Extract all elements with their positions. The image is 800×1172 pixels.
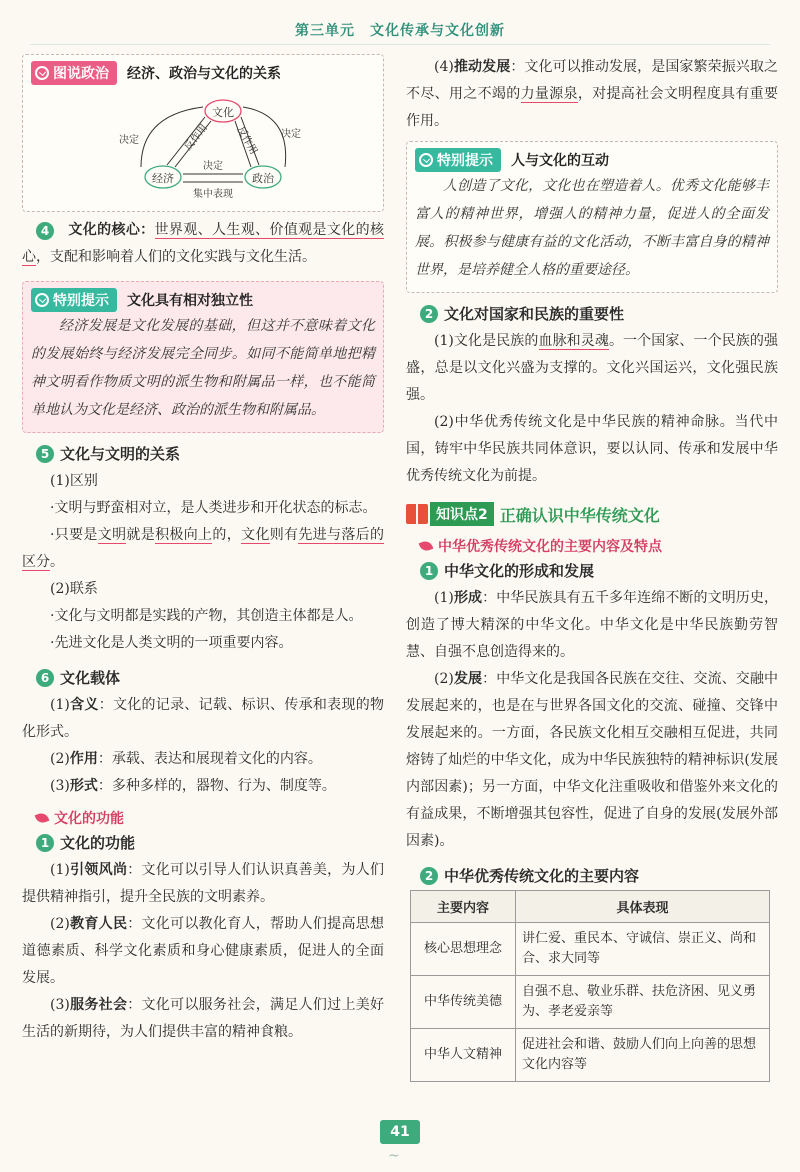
tip-badge: 特别提示 <box>31 288 117 312</box>
importance-p1: (1)文化是民族的血脉和灵魂。一个国家、一个民族的强盛，总是以文化兴盛为支撑的。文化兴国运兴，文化强民族强。 <box>406 333 778 403</box>
table-header: 具体表现 <box>516 891 770 923</box>
relation-diagram <box>111 85 361 203</box>
function-1: (1)引领风尚：文化可以引导人们认识真善美，为人们提供精神指引，提升全民族的文明素养。 <box>22 862 385 905</box>
label-concentrate: 集中表现 <box>193 189 233 200</box>
check-circle-icon <box>419 153 433 167</box>
function-4: (4)推动发展：文化可以推动发展，是国家繁荣振兴取之不尽、用之不竭的力量源泉，对提高社会文明程度具有重要作用。 <box>406 59 779 129</box>
knowledge-point-tag: 知识点2 <box>430 502 494 526</box>
header-divider <box>30 44 770 45</box>
leaf-icon <box>419 539 434 553</box>
book-icon <box>406 504 428 524</box>
s5-sub1: (1)区别 <box>50 473 98 489</box>
function-heading: 文化的功能 <box>36 808 384 828</box>
table-cell: 自强不息、敬业乐群、扶危济困、见义勇为、孝老爱亲等 <box>516 976 770 1029</box>
s5-sub2: (2)联系 <box>50 581 98 597</box>
label-react-left: 反作用 <box>182 122 210 153</box>
content-title: 2 中华优秀传统文化的主要内容 <box>420 865 778 886</box>
function-2: (2)教育人民：文化可以教化育人，帮助人们提高思想道德素质、科学文化素质和身心健康素质，促进人的全面发展。 <box>22 916 385 986</box>
formation-p2: (2)发展：中华文化是我国各民族在交往、交流、交融中发展起来的，也是在与世界各国文化的交流、碰撞、交锋中发展起来的。一方面，各民族文化相互交融相互促进，共同熔铸了灿烂的中华文化，成为中华民族独特的精神标识(发展内部因素)；另一方面，中华文化注重吸收和借鉴外来文化的有益成果，不断增强其包容性，促进了自身的发展(发展外部因素)。 <box>406 671 778 849</box>
function-3: (3)服务社会：文化可以服务社会，满足人们过上美好生活的新期待，为人们提供丰富的精神食粮。 <box>22 997 385 1040</box>
s6-line3: (3)形式：多种多样的，器物、行为、制度等。 <box>50 778 336 794</box>
figure-badge: 图说政治 <box>31 61 117 85</box>
bird-icon: ~ <box>388 1148 400 1164</box>
table-row <box>411 1029 770 1082</box>
tip-badge: 特别提示 <box>415 148 501 172</box>
s5-bullet3: ·文化与文明都是实践的产物，其创造主体都是人。 <box>50 608 363 624</box>
tip-box-interaction <box>406 141 778 293</box>
tip-title: 人与文化的互动 <box>511 153 609 169</box>
s5-bullet4: ·先进文化是人类文明的一项重要内容。 <box>50 635 293 651</box>
s6-line2: (2)作用：承载、表达和展现着文化的内容。 <box>50 751 322 767</box>
importance-p2: (2)中华优秀传统文化是中华民族的精神命脉。当代中国，铸牢中华民族共同体意识，要以认同、传承和发展中华优秀传统文化为前提。 <box>406 414 778 484</box>
knowledge-point-title: 正确认识中华传统文化 <box>499 505 660 525</box>
knowledge-point-header <box>406 502 778 526</box>
check-circle-icon <box>35 66 49 80</box>
label-react-right: 反作用 <box>234 125 259 157</box>
node-culture: 文化 <box>212 106 234 119</box>
tip-text: 经济发展是文化发展的基础，但这并不意味着文化的发展始终与经济发展完全同步。如同不能简单地把精神文明看作物质文明的派生物和附属品一样，也不能简单地认为文化是经济、政治的派生物和附属品。 <box>31 318 375 418</box>
formation-p1: (1)形成：中华民族具有五千多年连绵不断的文明历史，创造了博大精深的中华文化。中华文化是中华民族勤劳智慧、自强不息创造得来的。 <box>406 590 778 660</box>
relation-diagram-svg <box>111 85 361 203</box>
s6-line1: (1)含义：文化的记录、记载、标识、传承和表现的物化形式。 <box>22 697 385 740</box>
tip-box-independence <box>22 281 384 433</box>
tip-title: 文化具有相对独立性 <box>127 293 253 309</box>
figure-box <box>22 54 384 212</box>
table-row <box>411 923 770 976</box>
tip-text: 人创造了文化，文化也在塑造着人。优秀文化能够丰富人的精神世界，增强人的精神力量，促进人的全面发展。积极参与健康有益的文化活动，不断丰富自身的精神世界，是培养健全人格的重要途径。 <box>415 178 769 278</box>
section-4-text: 文化的核心：世界观、人生观、价值观是文化的核心，支配和影响着人们的文化实践与文化生活。 <box>22 222 385 265</box>
page-header <box>0 0 800 48</box>
node-politics: 政治 <box>252 172 274 185</box>
leaf-icon <box>35 811 50 825</box>
table-cell: 促进社会和谐、鼓励人们向上向善的思想文化内容等 <box>516 1029 770 1082</box>
number-badge: 4 <box>36 222 54 240</box>
section-6-title: 6 文化载体 <box>36 667 384 688</box>
function-subtitle: 1 文化的功能 <box>36 832 384 853</box>
section-5-title: 5 文化与文明的关系 <box>36 443 384 464</box>
s5-bullet2: ·只要是文明就是积极向上的，文化则有先进与落后的区分。 <box>22 527 384 570</box>
importance-title: 2 文化对国家和民族的重要性 <box>420 303 778 324</box>
s5-bullet1: ·文明与野蛮相对立，是人类进步和开化状态的标志。 <box>50 500 377 516</box>
content-table <box>410 890 770 1082</box>
label-decide-right: 决定 <box>281 129 301 140</box>
content-heading: 中华优秀传统文化的主要内容及特点 <box>420 536 778 556</box>
formation-title: 1 中华文化的形成和发展 <box>420 560 778 581</box>
table-cell: 核心思想理念 <box>411 923 516 976</box>
check-circle-icon <box>35 293 49 307</box>
figure-title: 经济、政治与文化的关系 <box>127 66 281 82</box>
table-row <box>411 976 770 1029</box>
left-column <box>22 54 384 1046</box>
table-header-row <box>411 891 770 923</box>
table-header: 主要内容 <box>411 891 516 923</box>
right-column <box>406 54 778 1082</box>
label-decide-mid: 决定 <box>203 161 223 172</box>
unit-title: 第三单元 文化传承与文化创新 <box>295 23 505 39</box>
table-cell: 讲仁爱、重民本、守诚信、崇正义、尚和合、求大同等 <box>516 923 770 976</box>
page-number: 41 <box>380 1120 420 1144</box>
table-cell: 中华人文精神 <box>411 1029 516 1082</box>
node-economy: 经济 <box>152 172 174 185</box>
table-cell: 中华传统美德 <box>411 976 516 1029</box>
label-decide-left: 决定 <box>119 135 139 146</box>
